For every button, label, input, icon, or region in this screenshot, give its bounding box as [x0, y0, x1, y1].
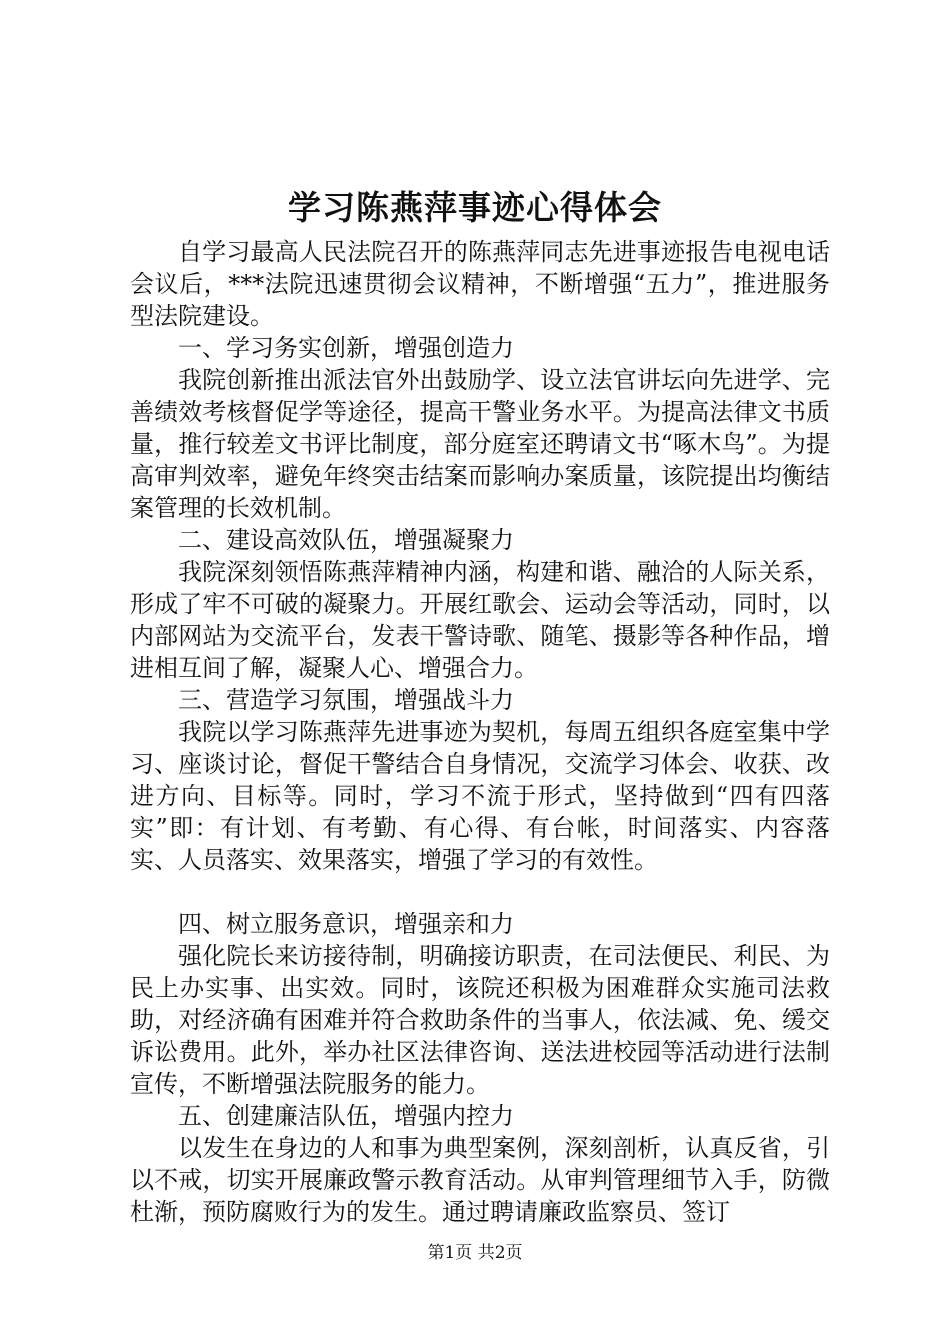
section-heading-1: 一、学习务实创新，增强创造力 — [178, 334, 514, 362]
document-body — [130, 236, 830, 1228]
intro-paragraph: 自学习最高人民法院召开的陈燕萍同志先进事迹报告电视电话会议后，***法院迅速贯彻会议精神，不断增强“五力”，推进服务型法院建设。 — [130, 238, 830, 330]
section-heading-5: 五、创建廉洁队伍，增强内控力 — [178, 1102, 514, 1130]
section-heading-2: 二、建设高效队伍，增强凝聚力 — [178, 526, 514, 554]
section-heading-3: 三、营造学习氛围，增强战斗力 — [178, 686, 514, 714]
section-paragraph-1: 我院创新推出派法官外出鼓励学、设立法官讲坛向先进学、完善绩效考核督促学等途径，提高干警业务水平。为提高法律文书质量，推行较差文书评比制度，部分庭室还聘请文书“啄木鸟”。为提高审判效率，避免年终突击结案而影响办案质量，该院提出均衡结案管理的长效机制。 — [130, 366, 830, 522]
section-paragraph-3: 我院以学习陈燕萍先进事迹为契机，每周五组织各庭室集中学习、座谈讨论，督促干警结合自身情况，交流学习体会、收获、改进方向、目标等。同时，学习不流于形式，坚持做到“四有四落实”即：有计划、有考勤、有心得、有台帐，时间落实、内容落实、人员落实、效果落实，增强了学习的有效性。 — [130, 718, 830, 874]
page-indicator: 第1页 共2页 — [427, 1243, 523, 1263]
section-heading-4: 四、树立服务意识，增强亲和力 — [178, 910, 514, 938]
section-paragraph-5: 以发生在身边的人和事为典型案例，深刻剖析，认真反省，引以不戒，切实开展廉政警示教育活动。从审判管理细节入手，防微杜渐，预防腐败行为的发生。通过聘请廉政监察员、签订 — [130, 1134, 830, 1226]
document-title: 学习陈燕萍事迹心得体会 — [288, 188, 662, 227]
section-paragraph-4: 强化院长来访接待制，明确接访职责，在司法便民、利民、为民上办实事、出实效。同时，该院还积极为困难群众实施司法救助，对经济确有困难并符合救助条件的当事人，依法减、免、缓交诉讼费用。此外，举办社区法律咨询、送法进校园等活动进行法制宣传，不断增强法院服务的能力。 — [130, 942, 830, 1098]
section-paragraph-2: 我院深刻领悟陈燕萍精神内涵，构建和谐、融洽的人际关系，形成了牢不可破的凝聚力。开展红歌会、运动会等活动，同时，以内部网站为交流平台，发表干警诗歌、随笔、摄影等各种作品，增进相互间了解，凝聚人心、增强合力。 — [130, 558, 830, 682]
